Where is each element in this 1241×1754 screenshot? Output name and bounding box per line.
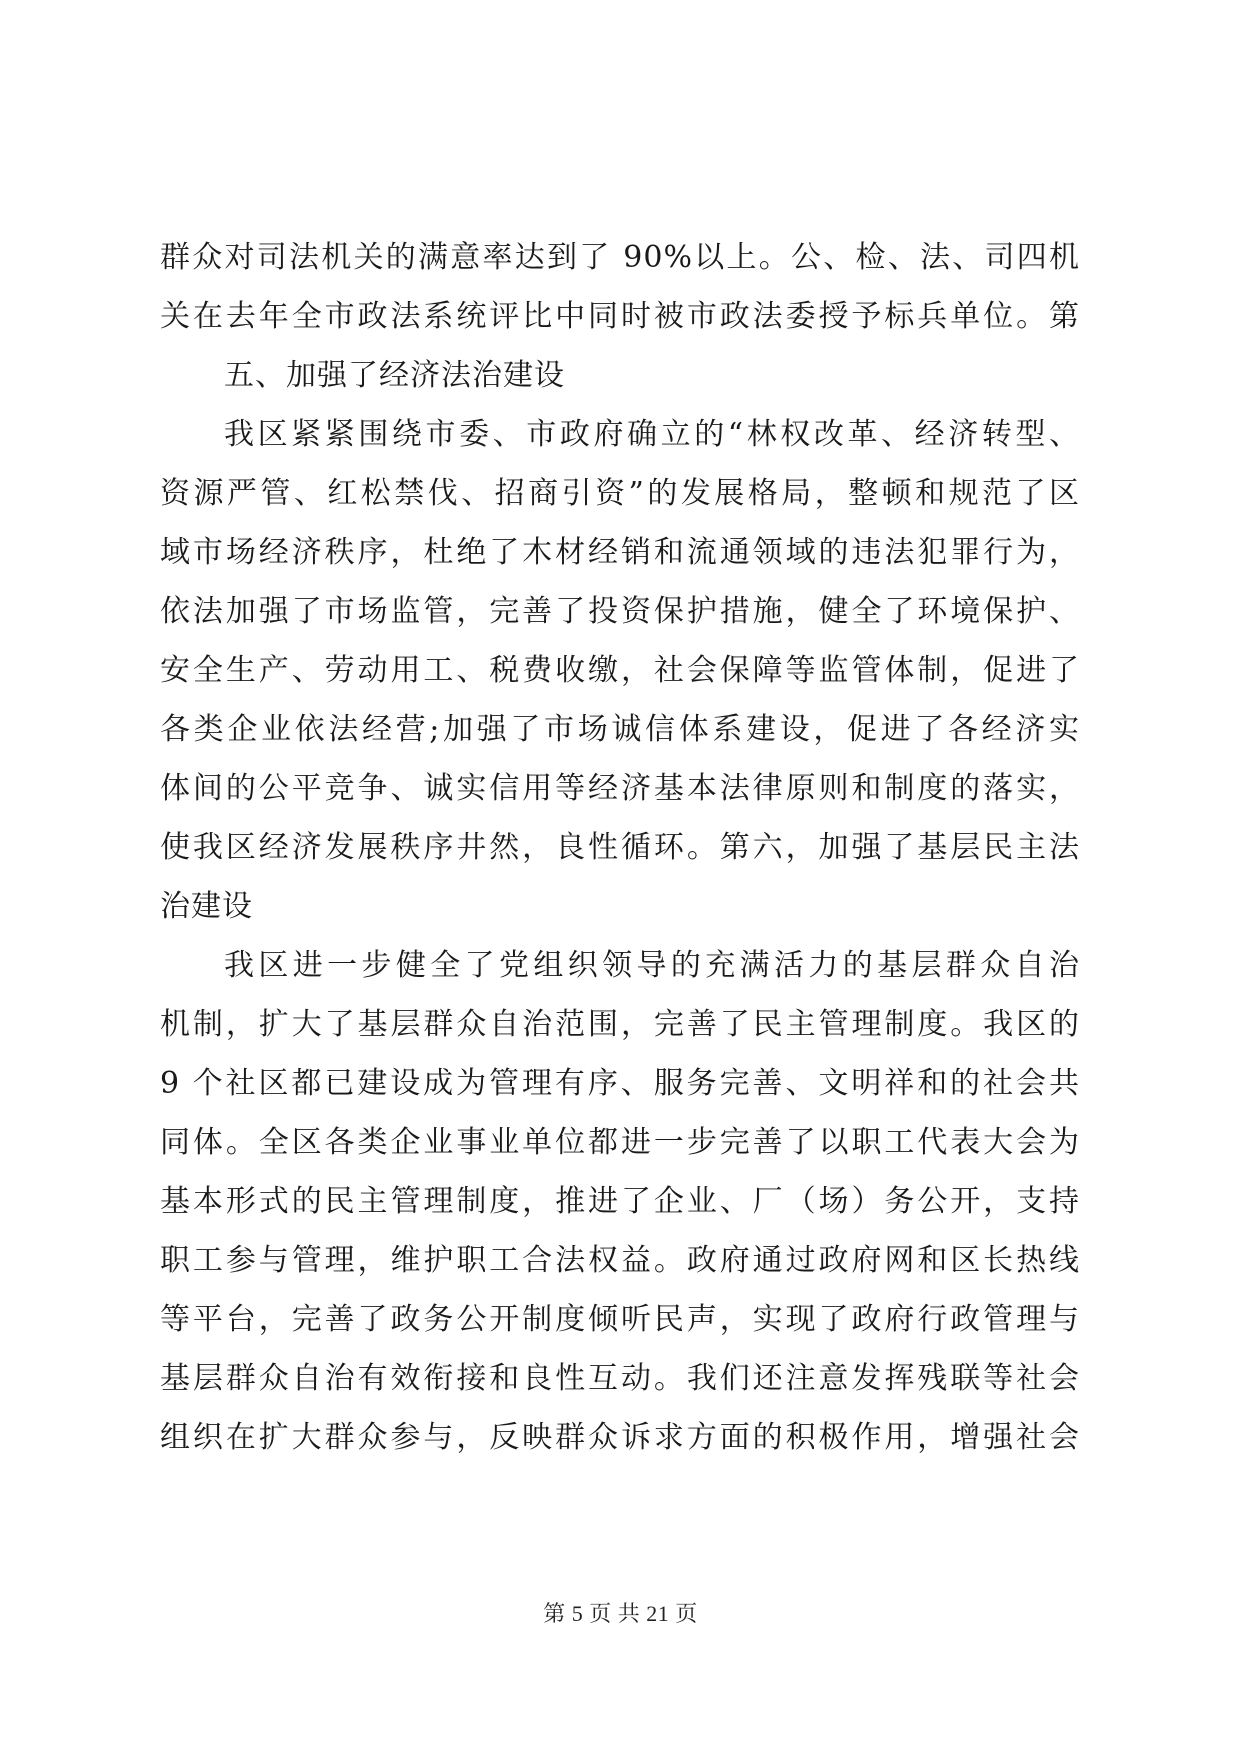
body-line: 域市场经济秩序，杜绝了木材经销和流通领域的违法犯罪行为，: [160, 535, 1080, 570]
body-line: 机制，扩大了基层群众自治范围，完善了民主管理制度。我区的: [160, 1007, 1080, 1042]
body-line: 依法加强了市场监管，完善了投资保护措施，健全了环境保护、: [160, 594, 1080, 629]
body-line: 各类企业依法经营;加强了市场诚信体系建设，促进了各经济实: [160, 712, 1080, 747]
body-line: 群众对司法机关的满意率达到了 90%以上。公、检、法、司四机: [160, 240, 1080, 275]
body-line: 体间的公平竞争、诚实信用等经济基本法律原则和制度的落实，: [160, 771, 1080, 806]
page-number-footer: 第 5 页 共 21 页: [543, 1601, 698, 1626]
body-line: 基本形式的民主管理制度，推进了企业、厂（场）务公开，支持: [160, 1184, 1080, 1219]
document-body: [160, 228, 1080, 1467]
body-line: 基层群众自治有效衔接和良性互动。我们还注意发挥残联等社会: [160, 1361, 1080, 1396]
body-line: 治建设: [160, 889, 253, 924]
body-line: 使我区经济发展秩序井然，良性循环。第六，加强了基层民主法: [160, 830, 1080, 865]
body-line: 安全生产、劳动用工、税费收缴，社会保障等监管体制，促进了: [160, 653, 1080, 688]
body-line: 资源严管、红松禁伐、招商引资”的发展格局，整顿和规范了区: [160, 476, 1080, 511]
body-line: 9 个社区都已建设成为管理有序、服务完善、文明祥和的社会共: [160, 1066, 1080, 1101]
body-line: 关在去年全市政法系统评比中同时被市政法委授予标兵单位。第: [160, 299, 1080, 334]
body-line: 组织在扩大群众参与，反映群众诉求方面的积极作用，增强社会: [160, 1420, 1080, 1455]
section-heading: 五、加强了经济法治建设: [224, 358, 565, 393]
body-line: 职工参与管理，维护职工合法权益。政府通过政府网和区长热线: [160, 1243, 1080, 1278]
paragraph-first-line: 我区紧紧围绕市委、市政府确立的“林权改革、经济转型、: [224, 417, 1080, 452]
body-line: 同体。全区各类企业事业单位都进一步完善了以职工代表大会为: [160, 1125, 1080, 1160]
paragraph-first-line: 我区进一步健全了党组织领导的充满活力的基层群众自治: [224, 948, 1080, 983]
body-line: 等平台，完善了政务公开制度倾听民声，实现了政府行政管理与: [160, 1302, 1080, 1337]
